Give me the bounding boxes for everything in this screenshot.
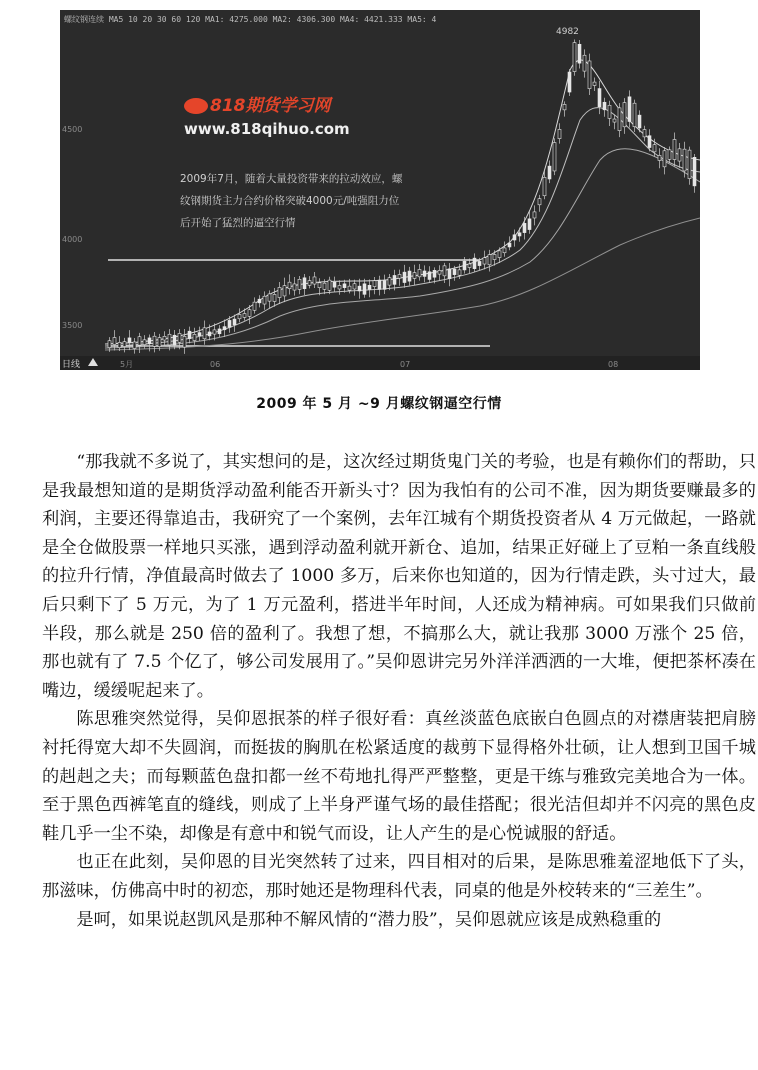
candle-body	[243, 314, 246, 318]
price-label-3500: 3500	[62, 321, 83, 330]
paragraph-3: 也正在此刻，吴仰恩的目光突然转了过来，四目相对的后果，是陈思雅羞涩地低下了头，那滋味，仿佛高中时的初恋，那时她还是物理科代表，同桌的他是外校转来的“三差生”。	[42, 852, 756, 901]
period-label: 日线	[62, 360, 81, 370]
candle-body	[333, 282, 336, 287]
candle-body	[138, 337, 141, 345]
candle-body	[483, 258, 486, 264]
candle-body	[288, 282, 291, 289]
candle-body	[468, 264, 471, 267]
candle-body	[633, 103, 636, 126]
candle-body	[298, 279, 301, 289]
candle-body	[618, 108, 621, 131]
candle-body	[613, 119, 616, 122]
candle-body	[478, 261, 481, 265]
candle-body	[498, 251, 501, 258]
candle-body	[143, 340, 146, 345]
candle-body	[293, 284, 296, 290]
candle-body	[668, 150, 671, 159]
candle-body	[313, 277, 316, 284]
candle-body	[678, 149, 681, 161]
candle-body	[453, 269, 456, 274]
candle-body	[443, 266, 446, 276]
candle-body	[438, 270, 441, 274]
candle-body	[643, 130, 646, 137]
candle-body	[328, 280, 331, 290]
candle-body	[193, 334, 196, 340]
candle-body	[588, 61, 591, 89]
chart-header: 螺纹钢连续 MA5 10 20 30 60 120 MA1: 4275.000 MA2: 4306.300 MA4: 4421.333 MA5: 4	[64, 15, 437, 24]
candle-body	[393, 275, 396, 284]
candle-body	[388, 278, 391, 285]
candle-body	[263, 296, 266, 304]
candle-body	[368, 285, 371, 289]
candle-body	[578, 44, 581, 63]
candle-body	[628, 97, 631, 122]
candle-body	[198, 333, 201, 336]
body-text	[42, 448, 756, 934]
candle-body	[208, 332, 211, 336]
candle-body	[573, 43, 576, 72]
candle-body	[568, 72, 571, 92]
chart-canvas	[60, 10, 700, 370]
candle-body	[338, 286, 341, 289]
candle-body	[448, 269, 451, 279]
candle-body	[303, 278, 306, 289]
candle-body	[608, 105, 611, 118]
candle-body	[383, 281, 386, 290]
candle-body	[123, 342, 126, 347]
candle-body	[283, 286, 286, 296]
candle-body	[248, 310, 251, 317]
candle-body	[218, 329, 221, 334]
peak-price-label: 4982	[556, 27, 579, 37]
candle-body	[413, 273, 416, 279]
watermark-logo-text: 818期货学习网	[210, 96, 331, 116]
annotation-line-3: 后开始了猛烈的逼空行情	[180, 217, 296, 229]
candle-body	[353, 284, 356, 289]
candle-body	[268, 294, 271, 301]
price-label-4500: 4500	[62, 125, 83, 134]
candle-body	[158, 338, 161, 347]
x-label-06: 06	[210, 360, 221, 369]
candle-body	[253, 302, 256, 310]
candle-body	[493, 255, 496, 260]
candle-body	[108, 341, 111, 348]
candle-body	[428, 272, 431, 280]
candle-body	[168, 334, 171, 345]
candle-body	[563, 104, 566, 109]
candle-body	[273, 294, 276, 301]
candle-body	[118, 342, 121, 347]
candle-body	[188, 331, 191, 338]
candle-body	[128, 338, 131, 342]
paragraph-4: 是呵，如果说赵凯风是那种不解风情的“潜力股”，吴仰恩就应该是成熟稳重的	[76, 909, 662, 930]
candle-body	[553, 143, 556, 171]
candle-body	[403, 272, 406, 282]
candle-body	[278, 287, 281, 297]
candle-body	[543, 177, 546, 195]
candle-body	[318, 283, 321, 288]
candle-body	[653, 145, 656, 152]
logo-swoosh-icon	[184, 98, 208, 114]
candle-body	[603, 102, 606, 110]
candle-body	[308, 281, 311, 286]
candle-body	[513, 235, 516, 240]
x-label-07: 07	[400, 360, 411, 369]
candle-body	[153, 336, 156, 346]
paragraph-1: “那我就不多说了，其实想问的是，这次经过期货鬼门关的考验，也是有赖你们的帮助，只是我最想知道的是期货浮动盈利能否开新头寸？因为我怕有的公司不准，因为期货要赚最多的利润，主要还得靠追击，我研究了一个案例，去年江城有个期货投资者从 4 万元做起，一路就是全仓做股票一样地只买涨，遇到浮动盈利就开新仓、追加，结果正好碰上了豆粕一条直线般的拉升行情，净值最高时做去了 1000 多万，后来你也知道的，因为行情走跌，头寸过大，最后只剩下了 5 万元，为了 1 万元盈利，搭进半年时间，人还成为精神病。可如果我们只做前半段，那么就是 250 倍的盈利了。我想了想，不搞那么大，就让我那 3000 万涨个 25 倍，那也就有了 7.5 个亿了，够公司发展用了。”吴仰恩讲完另外洋洋洒洒的一大堆，便把茶杯凑在嘴边，缓缓呢起来了。	[42, 452, 756, 701]
candle-body	[658, 155, 661, 160]
candle-body	[558, 129, 561, 138]
candle-body	[593, 82, 596, 85]
candle-body	[583, 55, 586, 71]
candle-body	[233, 319, 236, 325]
candle-body	[623, 103, 626, 127]
candle-body	[533, 212, 536, 218]
candle-body	[673, 139, 676, 159]
candle-body	[473, 258, 476, 269]
candle-body	[343, 284, 346, 288]
candle-body	[133, 342, 136, 349]
candle-body	[598, 89, 601, 107]
candle-body	[238, 314, 241, 318]
candle-body	[258, 299, 261, 303]
candle-body	[228, 320, 231, 327]
candle-body	[163, 336, 166, 340]
candle-body	[178, 333, 181, 342]
annotation-line-1: 2009年7月，随着大量投资带来的拉动效应，螺	[180, 173, 403, 185]
candle-body	[378, 280, 381, 289]
candle-body	[488, 255, 491, 265]
x-label-08: 08	[608, 360, 619, 369]
candle-body	[648, 136, 651, 148]
annotation-line-2: 纹钢期货主力合约价格突破4000元/吨强阻力位	[180, 195, 400, 207]
candle-body	[363, 284, 366, 295]
candle-body	[433, 270, 436, 277]
candle-body	[358, 286, 361, 291]
candle-body	[423, 271, 426, 276]
price-label-4000: 4000	[62, 235, 83, 244]
candle-body	[213, 330, 216, 334]
candle-body	[323, 283, 326, 289]
candle-body	[503, 248, 506, 253]
candle-body	[348, 286, 351, 290]
candle-body	[463, 261, 466, 270]
x-axis-bar	[60, 356, 700, 370]
watermark-url: www.818qihuo.com	[184, 120, 350, 138]
candle-body	[458, 270, 461, 275]
candlestick-chart-figure	[60, 10, 700, 370]
candle-body	[528, 219, 531, 230]
candle-body	[538, 199, 541, 205]
candle-body	[548, 166, 551, 179]
candle-body	[638, 115, 641, 128]
x-label-may: 5月	[120, 360, 134, 369]
candle-body	[523, 223, 526, 232]
candle-body	[663, 151, 666, 167]
paragraph-2: 陈思雅突然觉得，吴仰恩抿茶的样子很好看：真丝淡蓝色底嵌白色圆点的对襟唐装把肩膀衬托得宽大却不失圆润，而挺拔的胸肌在松紧适度的裁剪下显得格外壮硕，让人想到卫国千城的赳赳之夫；而每颗蓝色盘扣都一丝不苟地扎得严严整整，更是干练与雅致完美地合为一体。至于黑色西裤笔直的缝线，则成了上半身严谨气场的最佳搭配；很光洁但却并不闪亮的黑色皮鞋几乎一尘不染，却像是有意中和锐气而设，让人产生的是心悦诚服的舒适。	[42, 709, 756, 844]
candle-body	[203, 328, 206, 339]
candle-body	[148, 338, 151, 344]
candle-body	[223, 327, 226, 330]
candle-body	[113, 338, 116, 345]
candle-body	[518, 233, 521, 236]
candle-body	[408, 271, 411, 281]
candle-body	[398, 275, 401, 279]
candle-body	[683, 149, 686, 171]
watermark-logo	[184, 96, 333, 116]
candle-body	[373, 281, 376, 287]
figure-caption: 2009 年 5 月 ~9 月螺纹钢逼空行情	[256, 396, 502, 412]
candle-body	[183, 336, 186, 347]
candle-body	[693, 157, 696, 186]
candle-body	[688, 150, 691, 178]
candle-body	[508, 243, 511, 247]
candle-body	[418, 269, 421, 276]
candle-body	[173, 335, 176, 345]
